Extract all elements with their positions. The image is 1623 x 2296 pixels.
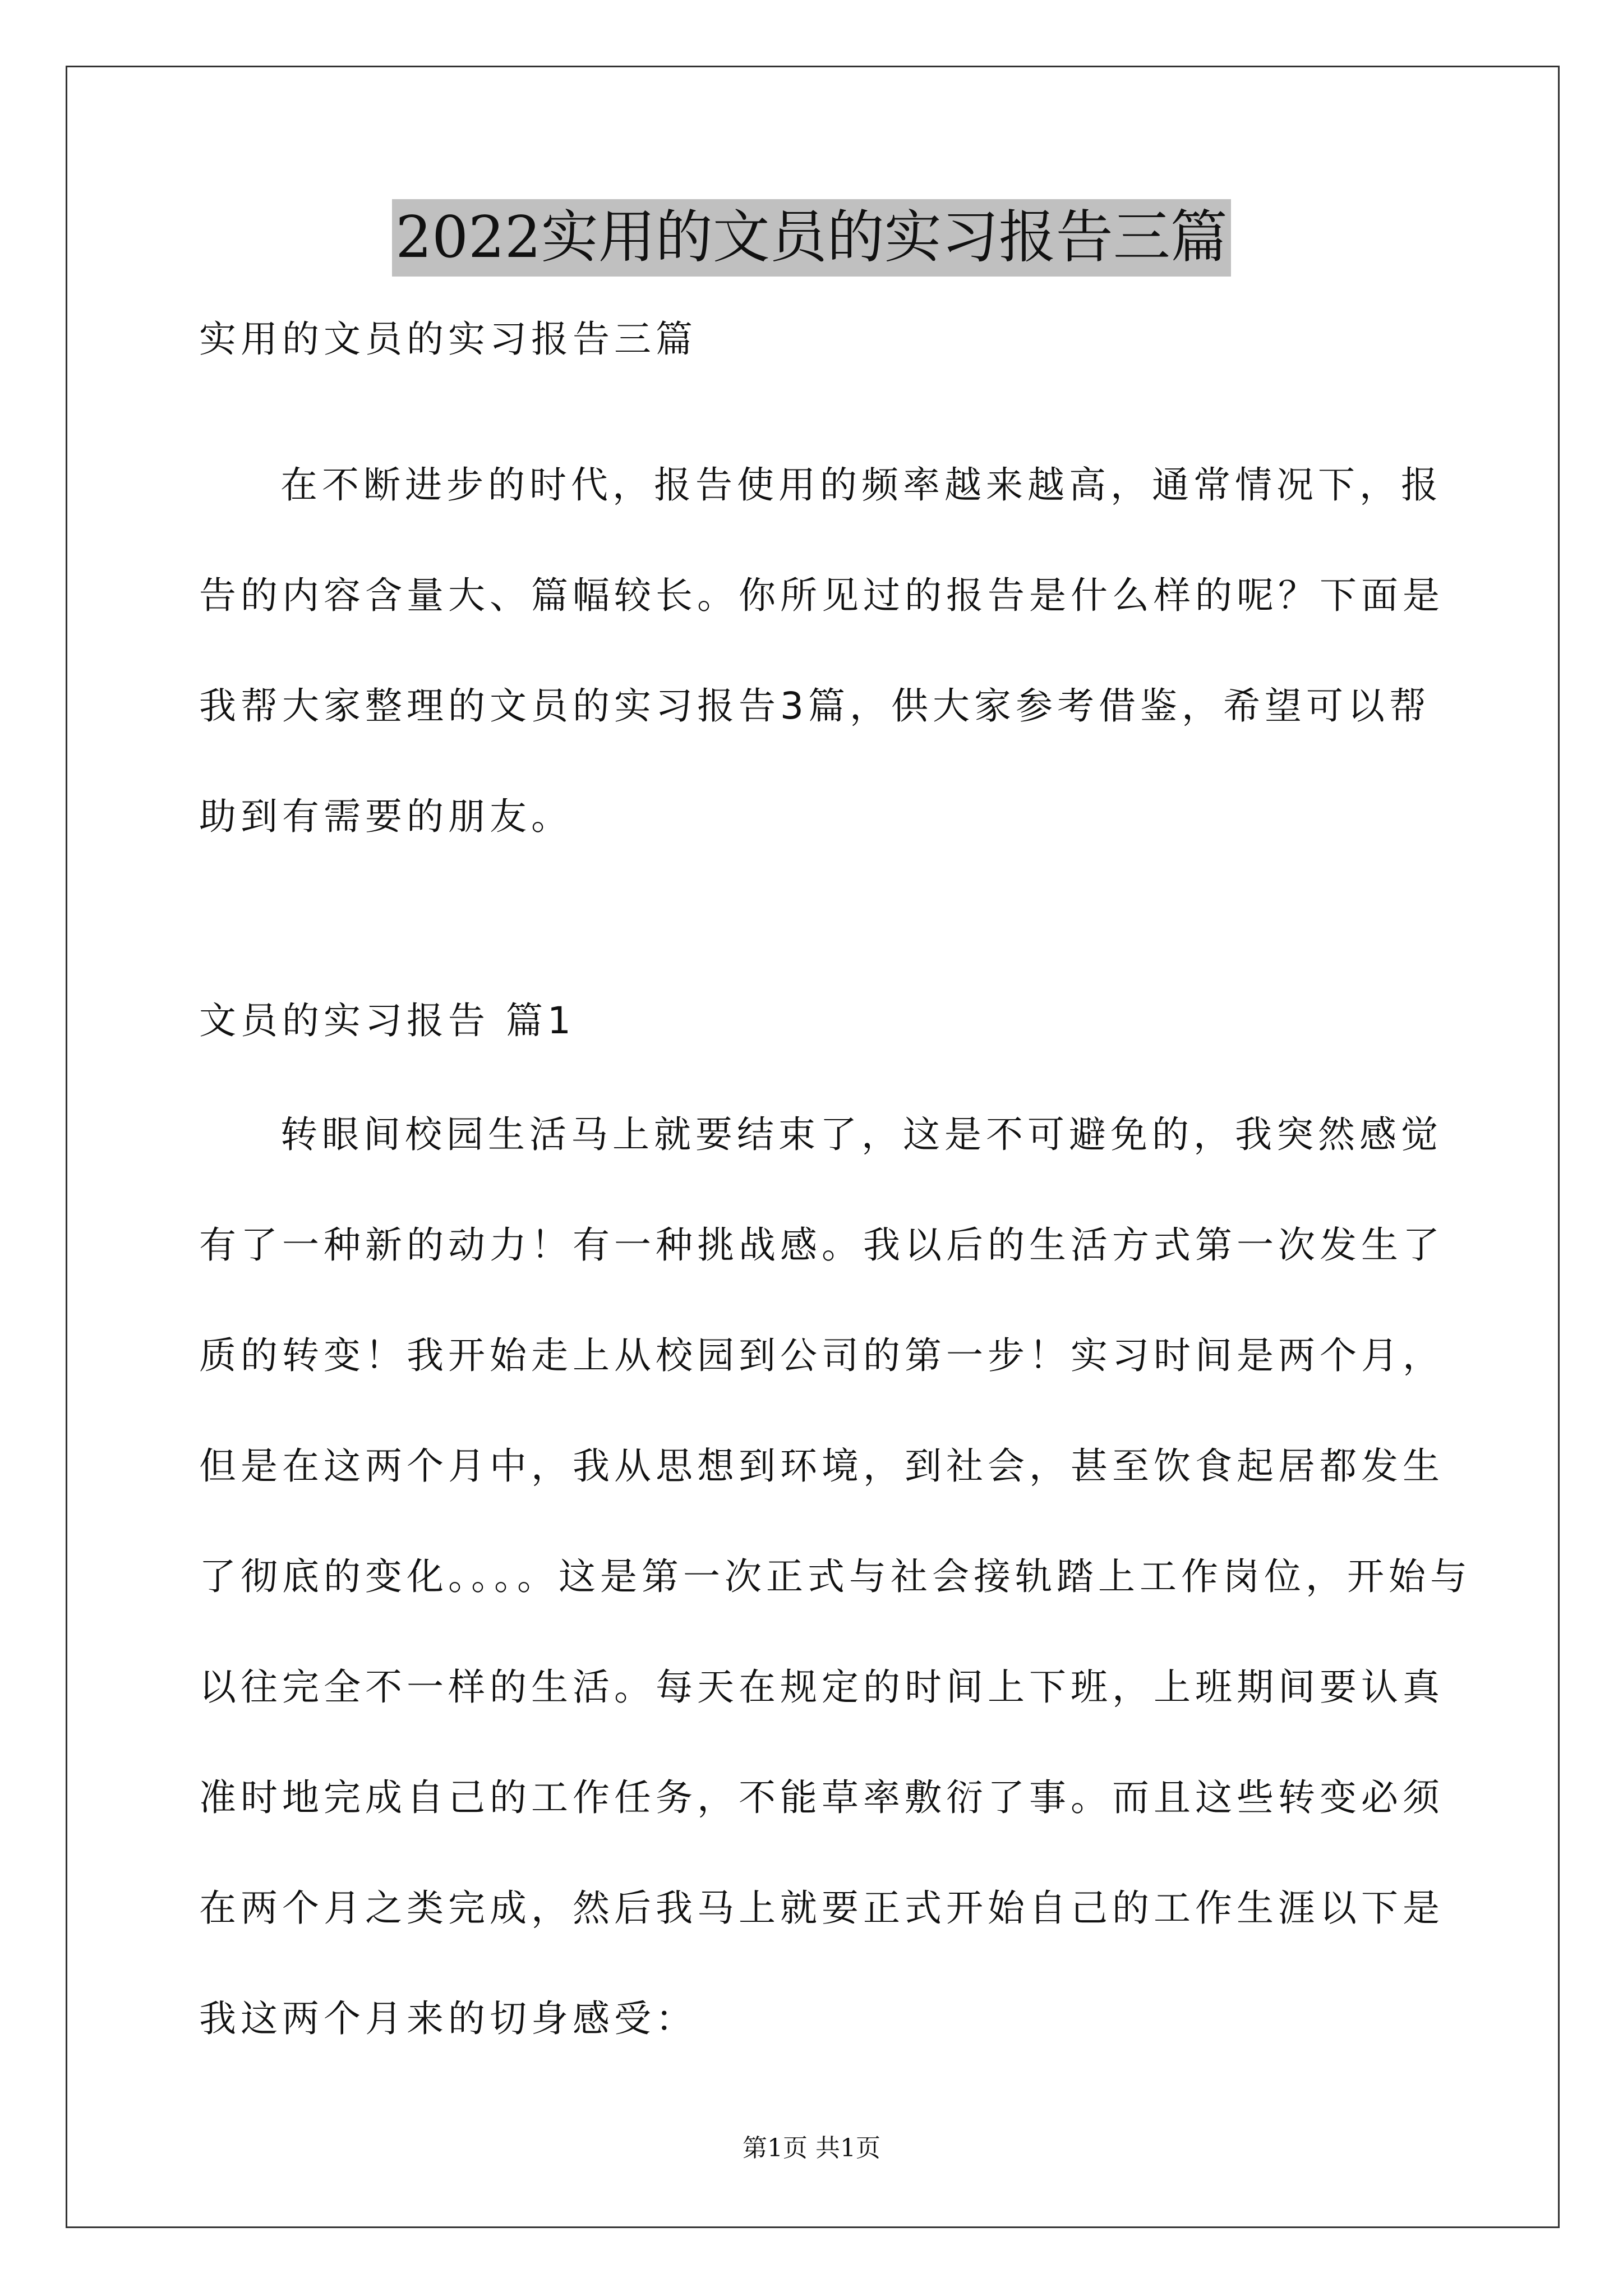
intro-line-3: 我帮大家整理的文员的实习报告3篇，供大家参考借鉴，希望可以帮	[199, 684, 1431, 728]
intro-line-4: 助到有需要的朋友。	[199, 795, 573, 838]
subtitle: 实用的文员的实习报告三篇	[199, 318, 697, 361]
intro-line-2: 告的内容含量大、篇幅较长。你所见过的报告是什么样的呢？下面是	[199, 574, 1444, 617]
body-line-5: 了彻底的变化。。。。这是第一次正式与社会接轨踏上工作岗位，开始与	[199, 1555, 1472, 1598]
body-line-1: 转眼间校园生活马上就要结束了，这是不可避免的，我突然感觉	[280, 1113, 1442, 1156]
document-title: 2022实用的文员的实习报告三篇	[392, 199, 1231, 277]
body-line-2: 有了一种新的动力！有一种挑战感。我以后的生活方式第一次发生了	[199, 1223, 1444, 1267]
section-heading: 文员的实习报告 篇1	[199, 999, 575, 1042]
intro-line-1: 在不断进步的时代，报告使用的频率越来越高，通常情况下，报	[280, 463, 1442, 507]
title-container	[0, 199, 1623, 277]
body-line-7: 准时地完成自己的工作任务，不能草率敷衍了事。而且这些转变必须	[199, 1776, 1444, 1819]
body-line-8: 在两个月之类完成，然后我马上就要正式开始自己的工作生涯以下是	[199, 1887, 1444, 1930]
body-line-6: 以往完全不一样的生活。每天在规定的时间上下班，上班期间要认真	[199, 1665, 1444, 1709]
page-footer: 第1页 共1页	[743, 2134, 880, 2162]
body-line-3: 质的转变！我开始走上从校园到公司的第一步！实习时间是两个月，	[199, 1334, 1444, 1377]
body-line-4: 但是在这两个月中，我从思想到环境，到社会，甚至饮食起居都发生	[199, 1444, 1444, 1488]
body-line-9: 我这两个月来的切身感受：	[199, 1997, 697, 2040]
